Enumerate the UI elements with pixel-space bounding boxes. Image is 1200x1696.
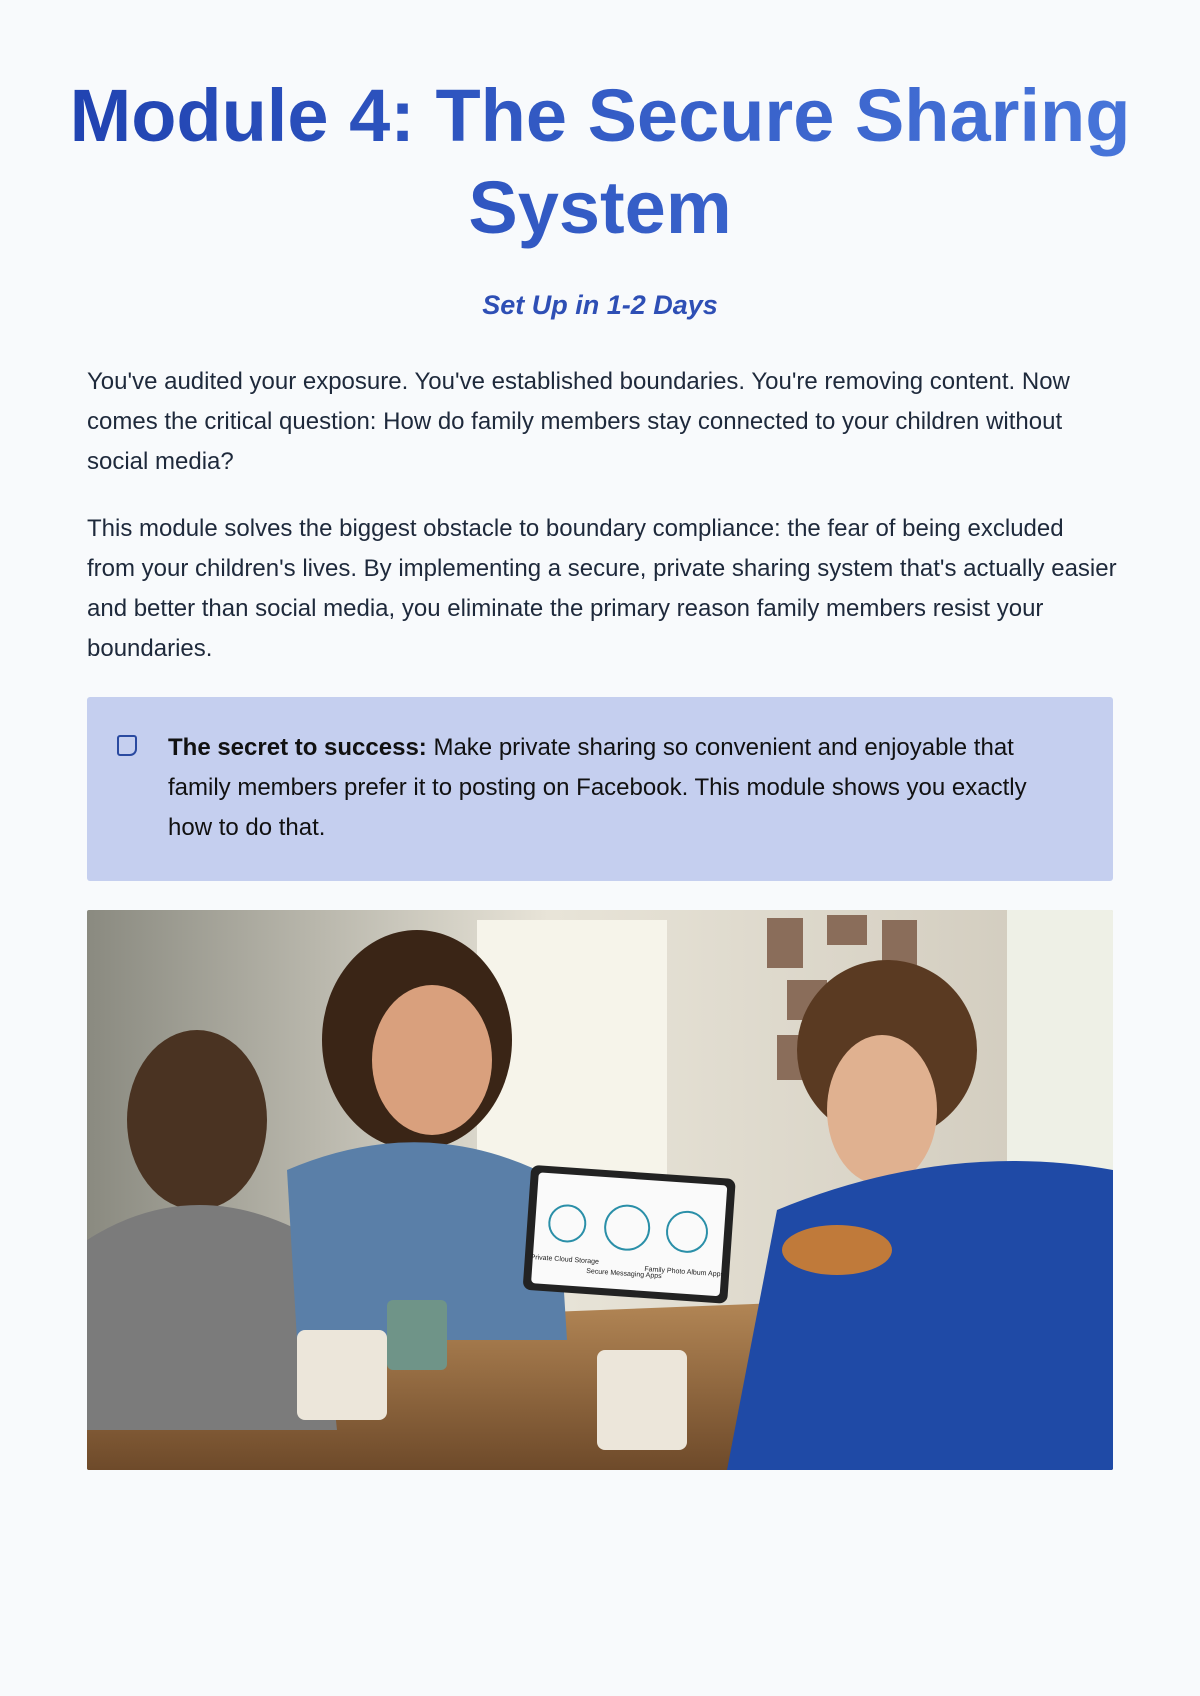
page-title: Module 4: The Secure Sharing System	[0, 70, 1200, 254]
fruit-bowl	[782, 1225, 892, 1275]
tablet-label: Private Cloud Storage	[530, 1254, 600, 1266]
tablet	[523, 1165, 736, 1304]
mug	[297, 1330, 387, 1420]
page-subtitle: Set Up in 1-2 Days	[482, 290, 718, 320]
mug	[387, 1300, 447, 1370]
callout-body: Make private sharing so convenient and enjoyable that family members prefer it to posting on Facebook. This module shows you exactly how to do that.	[168, 734, 1027, 841]
body-paragraph: This module solves the biggest obstacle to boundary compliance: the fear of being excluded from your children's lives. By implementing a secure, private sharing system that's actually easier and better than social media, you eliminate the primary reason family members resist your boundaries.	[87, 515, 1117, 662]
family-tablet-photo	[87, 910, 1113, 1470]
photo-illustration	[87, 910, 1113, 1470]
intro-paragraph: You've audited your exposure. You've established boundaries. You're removing content. Now comes the critical question: How do family members stay connected to your children without social media?	[87, 368, 1070, 475]
callout-box	[87, 697, 1113, 881]
callout-lead: The secret to success:	[168, 734, 427, 761]
tablet-label: Secure Messaging Apps	[586, 1267, 662, 1281]
callout-text	[168, 728, 1068, 848]
note-icon	[117, 735, 137, 756]
girl	[127, 1030, 267, 1210]
tablet-label: Family Photo Album Apps	[644, 1265, 725, 1279]
mug	[597, 1350, 687, 1450]
